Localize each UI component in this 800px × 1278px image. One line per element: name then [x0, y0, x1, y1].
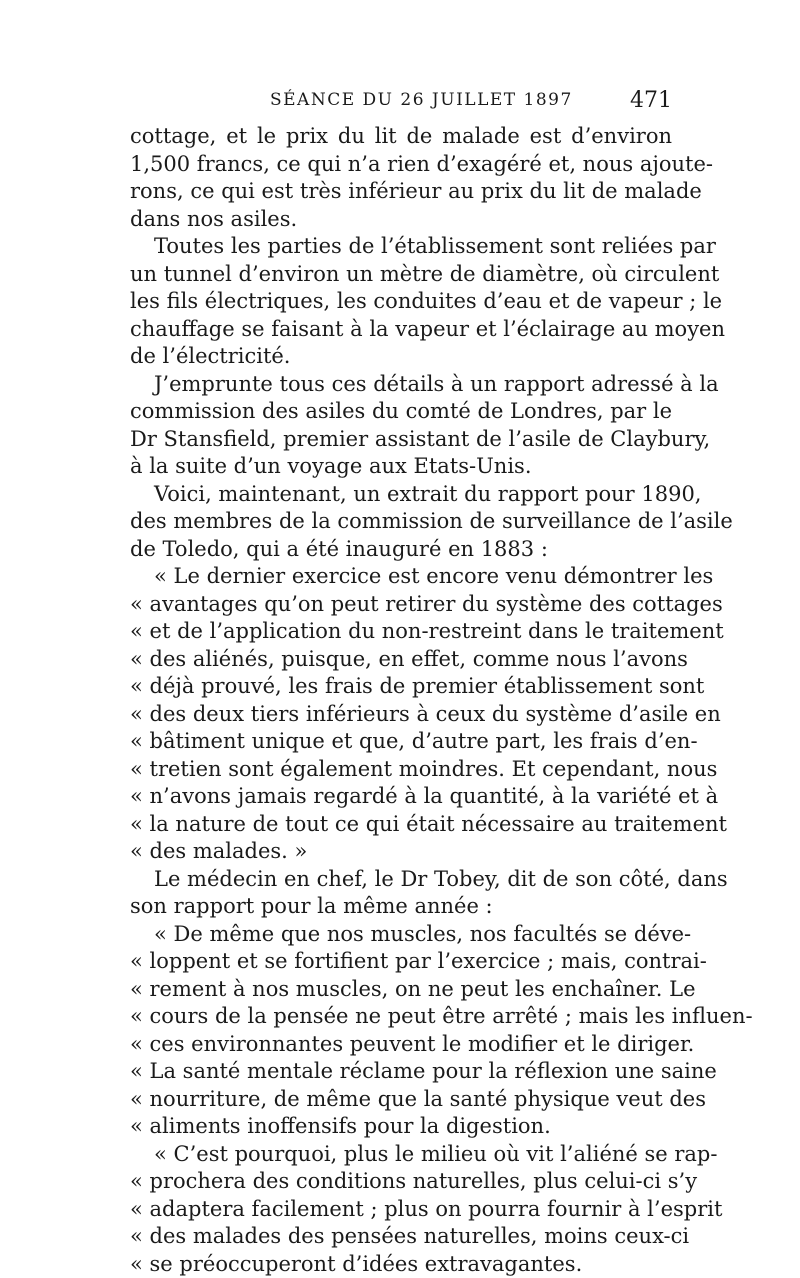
text-line: « des malades des pensées naturelles, moins ceux-ci: [130, 1223, 672, 1251]
running-head: SÉANCE DU 26 JUILLET 1897: [270, 90, 573, 110]
text-line: Toutes les parties de l’établissement sont reliées par: [130, 233, 672, 261]
text-line: « tretien sont également moindres. Et cependant, nous: [130, 756, 672, 784]
text-line: Voici, maintenant, un extrait du rapport pour 1890,: [130, 481, 672, 509]
text-line: « ces environnantes peuvent le modifier et le diriger.: [130, 1031, 672, 1059]
text-line: 1,500 francs, ce qui n’a rien d’exagéré et, nous ajoute-: [130, 151, 672, 179]
text-line: de l’électricité.: [130, 343, 672, 371]
text-line: les fils électriques, les conduites d’eau et de vapeur ; le: [130, 288, 672, 316]
text-line: « adaptera facilement ; plus on pourra fournir à l’esprit: [130, 1196, 672, 1224]
text-line: « des aliénés, puisque, en effet, comme nous l’avons: [130, 646, 672, 674]
text-line: « et de l’application du non-restreint dans le traitement: [130, 618, 672, 646]
text-line: « C’est pourquoi, plus le milieu où vit l’aliéné se rap-: [130, 1141, 672, 1169]
text-line: son rapport pour la même année :: [130, 893, 672, 921]
text-line: « Le dernier exercice est encore venu démontrer les: [130, 563, 672, 591]
text-line: « avantages qu’on peut retirer du système des cottages: [130, 591, 672, 619]
text-line: « déjà prouvé, les frais de premier établissement sont: [130, 673, 672, 701]
text-line: Dr Stansfield, premier assistant de l’asile de Claybury,: [130, 426, 672, 454]
text-line: cottage, et le prix du lit de malade est d’environ: [130, 123, 672, 151]
text-line: à la suite d’un voyage aux Etats-Unis.: [130, 453, 672, 481]
text-line: commission des asiles du comté de Londres, par le: [130, 398, 672, 426]
text-line: « la nature de tout ce qui était nécessaire au traitement: [130, 811, 672, 839]
text-line: chauffage se faisant à la vapeur et l’éclairage au moyen: [130, 316, 672, 344]
text-line: « cours de la pensée ne peut être arrêté ; mais les influen-: [130, 1003, 672, 1031]
text-line: « nourriture, de même que la santé physique veut des: [130, 1086, 672, 1114]
text-line: « se préoccuperont d’idées extravagantes.: [130, 1251, 672, 1278]
text-line: « loppent et se fortifient par l’exercice ; mais, contrai-: [130, 948, 672, 976]
text-line: « n’avons jamais regardé à la quantité, à la variété et à: [130, 783, 672, 811]
text-line: « aliments inoffensifs pour la digestion.: [130, 1113, 672, 1141]
text-line: « rement à nos muscles, on ne peut les enchaîner. Le: [130, 976, 672, 1004]
text-line: J’emprunte tous ces détails à un rapport adressé à la: [130, 371, 672, 399]
page-header: [130, 90, 672, 120]
text-line: « prochera des conditions naturelles, plus celui-ci s’y: [130, 1168, 672, 1196]
text-line: dans nos asiles.: [130, 206, 672, 234]
text-line: « des malades. »: [130, 838, 672, 866]
text-line: « des deux tiers inférieurs à ceux du système d’asile en: [130, 701, 672, 729]
body-text: [130, 123, 672, 1278]
text-line: un tunnel d’environ un mètre de diamètre, où circulent: [130, 261, 672, 289]
text-line: rons, ce qui est très inférieur au prix du lit de malade: [130, 178, 672, 206]
text-line: « De même que nos muscles, nos facultés se déve-: [130, 921, 672, 949]
text-line: de Toledo, qui a été inauguré en 1883 :: [130, 536, 672, 564]
text-line: « La santé mentale réclame pour la réflexion une saine: [130, 1058, 672, 1086]
text-line: des membres de la commission de surveillance de l’asile: [130, 508, 672, 536]
page-number: 471: [630, 88, 672, 113]
text-line: Le médecin en chef, le Dr Tobey, dit de son côté, dans: [130, 866, 672, 894]
text-line: « bâtiment unique et que, d’autre part, les frais d’en-: [130, 728, 672, 756]
